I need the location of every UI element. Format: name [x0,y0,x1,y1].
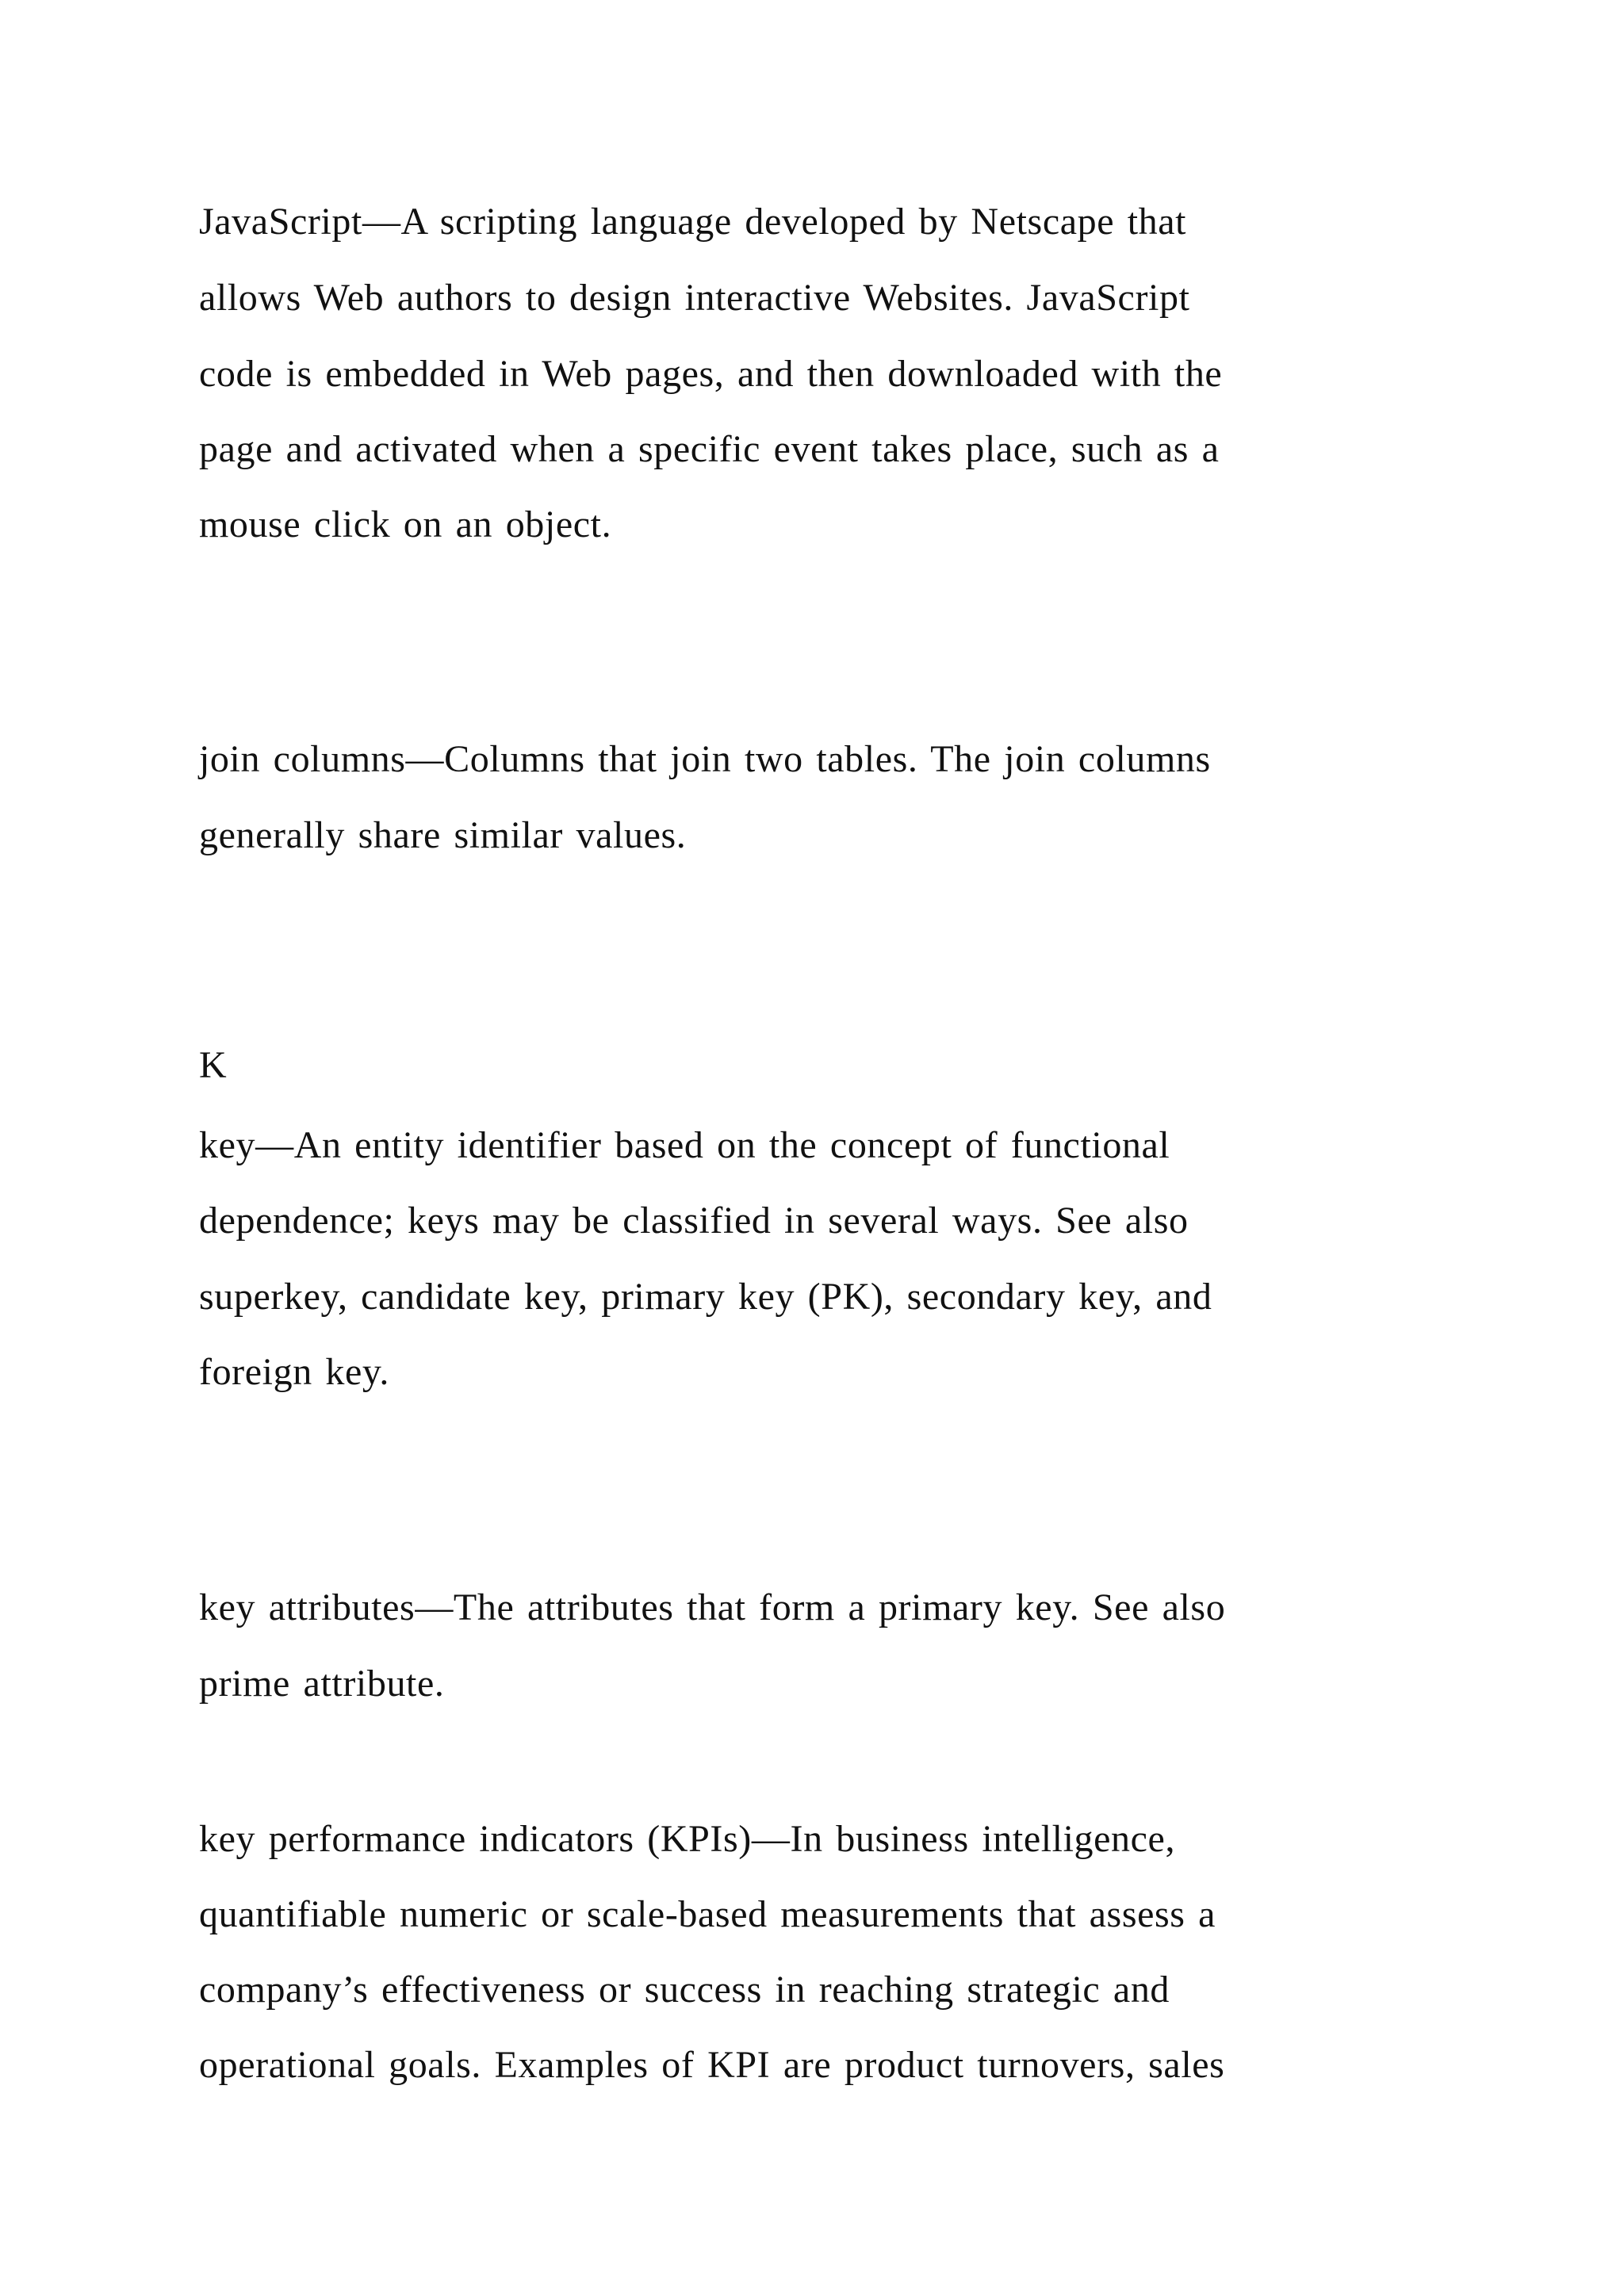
entry-line: dependence; keys may be classified in several ways. See also [199,1200,1189,1242]
entry-line: key attributes—The attributes that form a primary key. See also [199,1586,1226,1628]
entry-line: key—An entity identifier based on the concept of functional [199,1124,1170,1166]
entry-line: superkey, candidate key, primary key (PK), secondary key, and [199,1276,1212,1318]
entry-line: join columns—Columns that join two tables. The join columns [199,738,1211,780]
entry-line: company’s effectiveness or success in reaching strategic and [199,1969,1170,2011]
entry-line: JavaScript—A scripting language developed by Netscape that [199,201,1187,243]
entry-line: page and activated when a specific event takes place, such as a [199,428,1220,470]
entry-line: quantifiable numeric or scale-based measurements that assess a [199,1893,1216,1935]
entry-line: generally share similar values. [199,814,687,856]
entry-line: allows Web authors to design interactive Websites. JavaScript [199,277,1190,319]
entry-line: operational goals. Examples of KPI are product turnovers, sales [199,2044,1225,2086]
entry-line: foreign key. [199,1351,389,1393]
section-heading: K [199,1044,227,1086]
entry-line: mouse click on an object. [199,503,612,545]
entry-line: prime attribute. [199,1663,445,1705]
entry-line: code is embedded in Web pages, and then downloaded with the [199,353,1223,395]
entry-line: key performance indicators (KPIs)—In business intelligence, [199,1818,1176,1860]
